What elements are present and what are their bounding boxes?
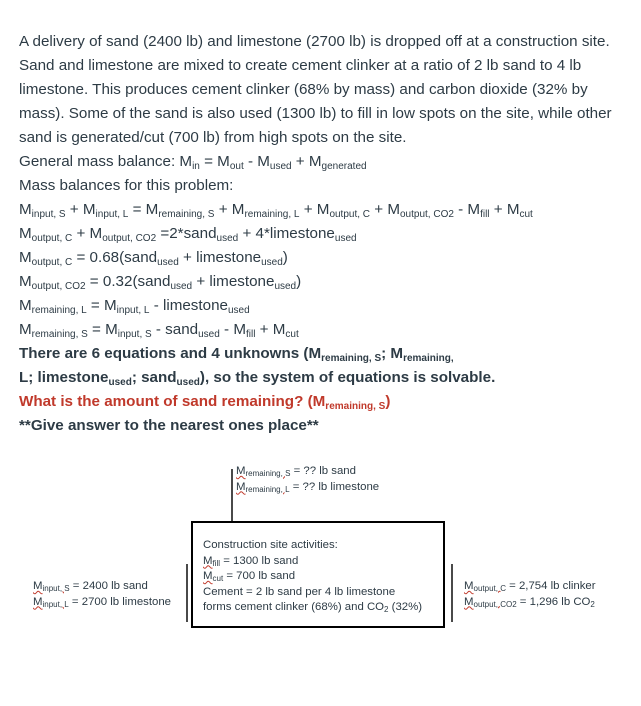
unknowns-statement: There are 6 equations and 4 unknowns ($M_{remaining, S}$; $M_{remaining,}$ L; limestone$_{used}$; sand$_{used}$), so the system of equations is solvable. <box>19 345 496 388</box>
input-labels <box>33 579 171 610</box>
remaining-sand-label: $M_{remaining, S}$ = ?? lb sand <box>236 465 356 478</box>
problem-text <box>19 30 624 438</box>
box-title: Construction site activities: <box>203 539 338 551</box>
top-connector-line <box>231 469 233 521</box>
box-cement-products: forms cement clinker (68%) and $CO_2$ (32%) <box>203 601 423 614</box>
input-sand-label: $M_{input, S} = 2400$ lb sand <box>33 580 148 593</box>
equation-3: $M_{output, C}$ = 0.68(sand$_{used}$ + limestone$_{used}$) <box>19 249 288 268</box>
output-labels <box>464 579 596 610</box>
box-cut: $M_{cut} = 700$ lb sand <box>203 570 296 583</box>
input-limestone-label: $M_{input, L} = 2700$ lb limestone <box>33 595 172 609</box>
problem-intro: A delivery of sand (2400 lb) and limestone (2700 lb) is dropped off at a construction site. Sand and limestone are mixed to create cement clinker at a ratio of 2 lb sand to 4 lb limestone. This produces cement clinker (68% by mass) and carbon dioxide (32% by mass). Some of the sand is also used (1300 lb) to fill in low spots on the site, while other sand is generated/cut (700 lb) from high spots on the site. <box>19 33 612 146</box>
box-cement-ratio: Cement = 2 lb sand per 4 lb limestone <box>203 585 396 598</box>
construction-site-content <box>203 538 422 616</box>
answer-note: **Give answer to the nearest ones place** <box>19 417 319 434</box>
equation-5: $M_{remaining, L} = M_{input, L}$ - limestone$_{used}$ <box>19 297 250 316</box>
equation-6: $M_{remaining, S} = M_{input, S}$ - sand$_{used}$ - $M_{fill} + M_{cut}$ <box>19 321 299 340</box>
left-connector-line <box>186 564 188 622</box>
mass-balances-label: Mass balances for this problem: <box>19 177 234 194</box>
equation-4: $M_{output, CO2}$ = 0.32(sand$_{used}$ + limestone$_{used}$) <box>19 273 302 292</box>
output-co2-label: $M_{output, CO2} = 1,296$ lb $CO_2$ <box>464 595 595 609</box>
equation-2: $M_{output, C} + M_{output, CO2}$ =2*sand$_{used}$ + 4*limestone$_{used}$ <box>19 225 357 244</box>
output-clinker-label: $M_{output, C} = 2,754$ lb clinker <box>464 580 596 593</box>
equation-1: $M_{input, S} + M_{input, L} = M_{remaining, S} + M_{remaining, L} + M_{output, C} + M_{output, CO2} - M_{fill} + M_{cut}$ <box>19 201 533 220</box>
general-balance: General mass balance: $M_{in} = M_{out} - M_{used} + M_{generated}$ <box>19 153 367 172</box>
box-fill: $M_{fill} = 1300$ lb sand <box>203 554 299 568</box>
top-outputs-label <box>236 464 379 495</box>
right-connector-line <box>451 564 453 622</box>
question: What is the amount of sand remaining? $(M_{remaining, S})$ <box>19 393 391 412</box>
remaining-limestone-label: $M_{remaining, L}$ = ?? lb limestone <box>236 480 380 494</box>
